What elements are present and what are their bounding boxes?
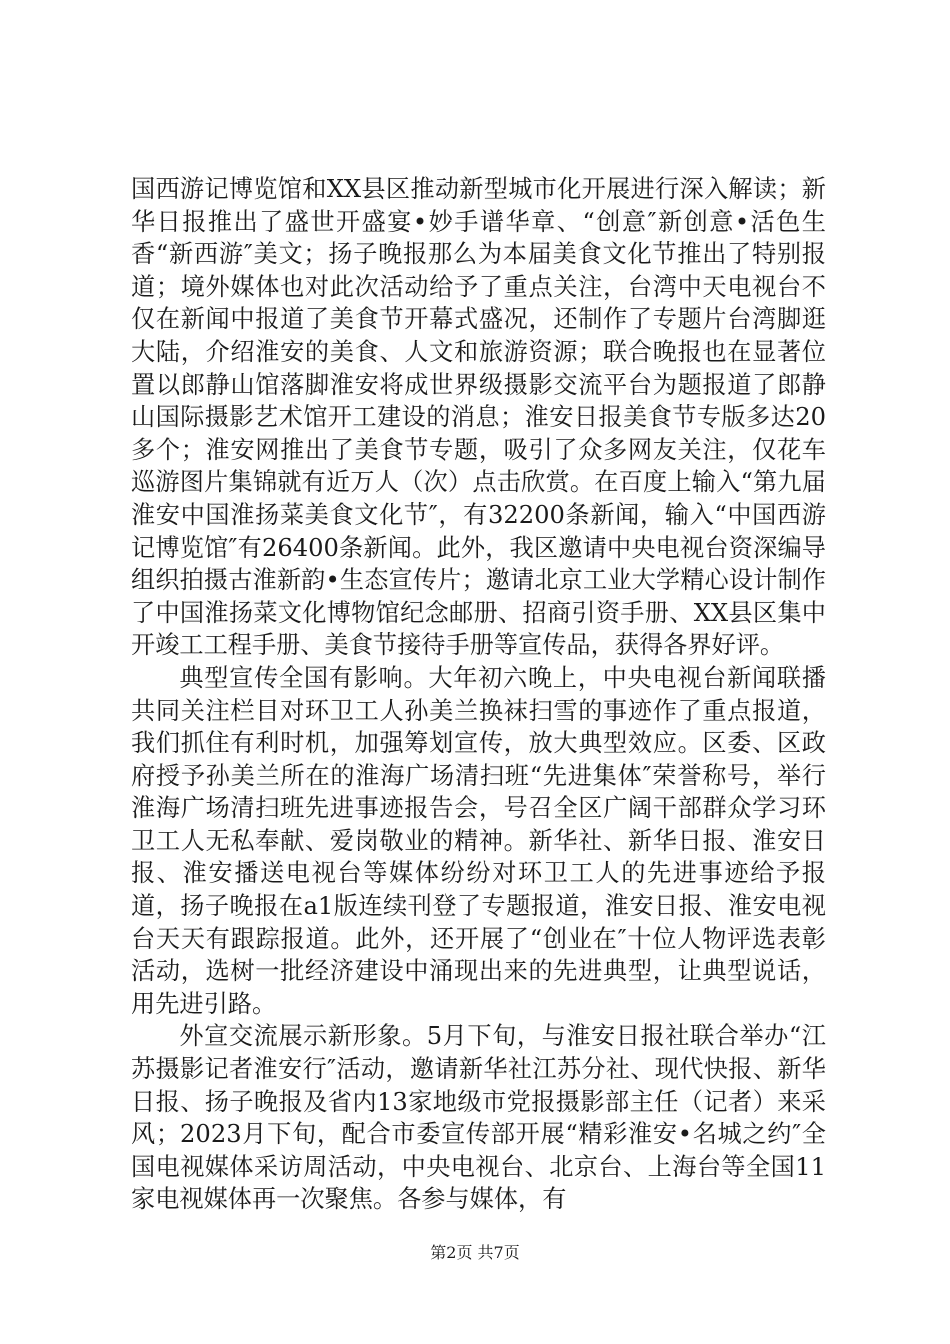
paragraph-media-coverage: 国西游记博览馆和XX县区推动新型城市化开展进行深入解读；新华日报推出了盛世开盛宴•妙手谱华章、“创意″新创意•活色生香“新西游″美文；扬子晚报那么为本届美食文化节推出了特别报道；境外媒体也对此次活动给予了重点关注，台湾中天电视台不仅在新闻中报道了美食节开幕式盛况，还制作了专题片台湾脚逛大陆，介绍淮安的美食、人文和旅游资源；联合晚报也在显著位置以郎静山馆落脚淮安将成世界级摄影交流平台为题报道了郎静山国际摄影艺术馆开工建设的消息；淮安日报美食节专版多达20多个；淮安网推出了美食节专题，吸引了众多网友关注，仅花车巡游图片集锦就有近万人（次）点击欣赏。在百度上输入“第九届淮安中国淮扬菜美食文化节″，有32200条新闻，输入“中国西游记博览馆″有26400条新闻。此外，我区邀请中央电视台资深编导组织拍摄古淮新韵•生态宣传片；邀请北京工业大学精心设计制作了中国淮扬菜文化博物馆纪念邮册、招商引资手册、XX县区集中开竣工工程手册、美食节接待手册等宣传品，获得各界好评。 [131,175,826,660]
document-body [131,173,826,1216]
page-footer: 第2页 共7页 [430,1243,520,1262]
paragraph-typical-publicity: 典型宣传全国有影响。大年初六晚上，中央电视台新闻联播共同关注栏目对环卫工人孙美兰换袜扫雪的事迹作了重点报道，我们抓住有利时机，加强筹划宣传，放大典型效应。区委、区政府授予孙美兰所在的淮海广场清扫班“先进集体″荣誉称号，举行淮海广场清扫班先进事迹报告会，号召全区广阔干部群众学习环卫工人无私奉献、爱岗敬业的精神。新华社、新华日报、淮安日报、淮安播送电视台等媒体纷纷对环卫工人的先进事迹给予报道，扬子晚报在a1版连续刊登了专题报道，淮安日报、淮安电视台天天有跟踪报道。此外，还开展了“创业在″十位人物评选表彰活动，选树一批经济建设中涌现出来的先进典型，让典型说话，用先进引路。 [131,663,826,1018]
paragraph-external-exchange: 外宣交流展示新形象。5月下旬，与淮安日报社联合举办“江苏摄影记者淮安行″活动，邀请新华社江苏分社、现代快报、新华日报、扬子晚报及省内13家地级市党报摄影部主任（记者）来采风；2023月下旬，配合市委宣传部开展“精彩淮安•名城之约″全国电视媒体采访周活动，中央电视台、北京台、上海台等全国11家电视媒体再一次聚焦。各参与媒体，有 [131,1022,826,1214]
